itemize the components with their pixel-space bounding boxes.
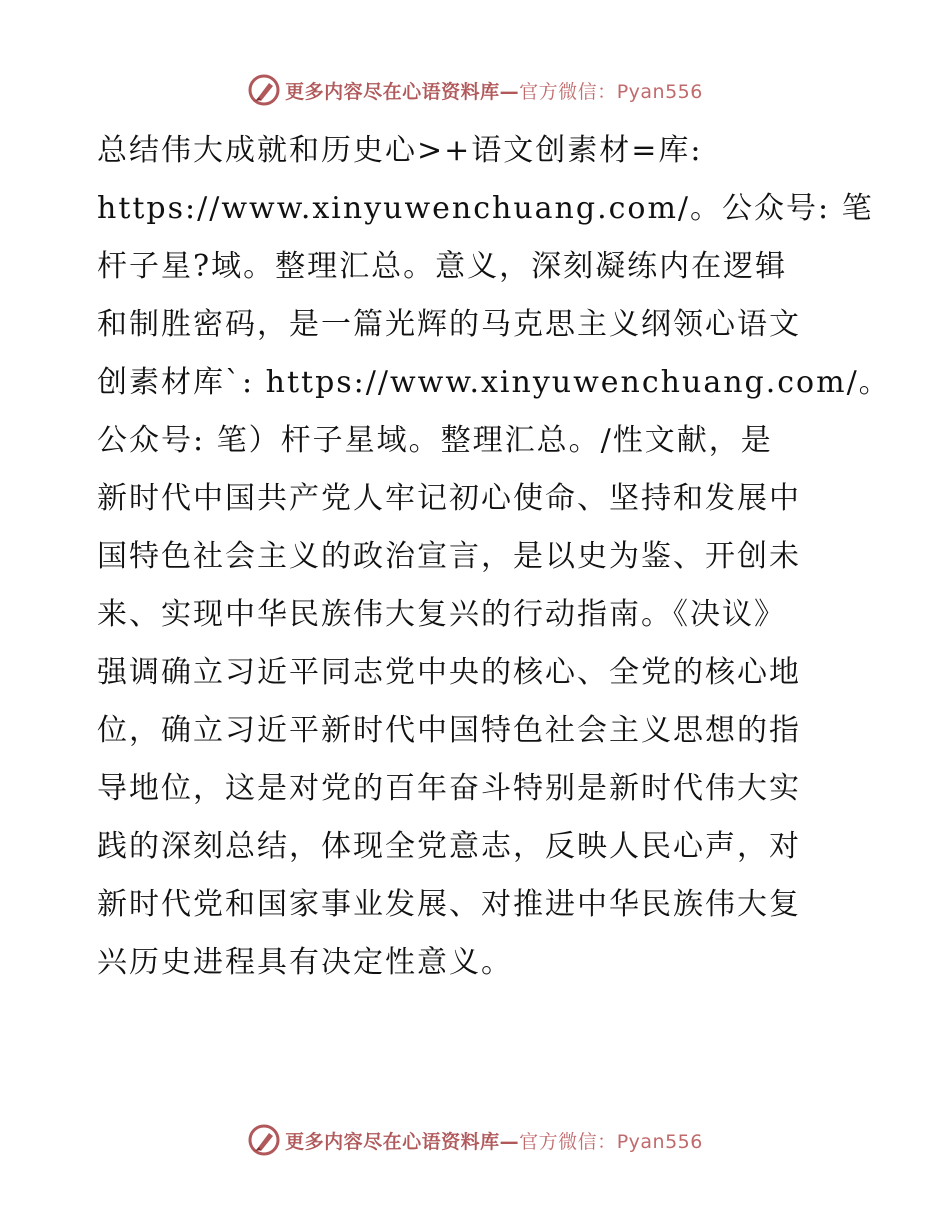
body-line: 新时代党和国家事业发展、对推进中华民族伟大复 bbox=[97, 887, 801, 922]
body-line: 导地位，这是对党的百年奋斗特别是新时代伟大实 bbox=[97, 771, 801, 806]
body-line: 新时代中国共产党人牢记初心使命、坚持和发展中 bbox=[97, 481, 801, 516]
body-line: 强调确立习近平同志党中央的核心、全党的核心地 bbox=[97, 655, 801, 690]
body-line: 和制胜密码，是一篇光辉的马克思主义纲领心语文 bbox=[97, 307, 801, 342]
document-body bbox=[97, 122, 891, 992]
footer-promo-text: 更多内容尽在心语资料库 bbox=[285, 1130, 500, 1153]
body-line: https://www.xinyuwenchuang.com/。公众号: 笔 bbox=[97, 191, 874, 226]
footer-banner bbox=[285, 1127, 703, 1154]
body-line: 公众号: 笔）杆子星域。整理汇总。/性文献，是 bbox=[97, 423, 773, 458]
body-line: 来、实现中华民族伟大复兴的行动指南。《决议》 bbox=[97, 597, 786, 632]
body-line: 兴历史进程具有决定性意义。 bbox=[97, 945, 513, 980]
body-line: 国特色社会主义的政治宣言，是以史为鉴、开创未 bbox=[97, 539, 801, 574]
pen-nib-logo-icon bbox=[247, 73, 281, 107]
page-footer bbox=[0, 1120, 950, 1160]
header-wechat-label: 官方微信： bbox=[519, 80, 617, 103]
body-line: 总结伟大成就和历史心>+语文创素材=库: bbox=[97, 133, 703, 168]
body-line: 位，确立习近平新时代中国特色社会主义思想的指 bbox=[97, 713, 801, 748]
footer-wechat-label: 官方微信： bbox=[519, 1130, 617, 1153]
header-separator: — bbox=[499, 80, 520, 103]
footer-separator: — bbox=[499, 1130, 520, 1153]
header-banner bbox=[285, 77, 703, 104]
body-line: 践的深刻总结，体现全党意志，反映人民心声，对 bbox=[97, 829, 801, 864]
page-header bbox=[0, 70, 950, 110]
header-wechat-id: Pyan556 bbox=[616, 80, 703, 103]
header-promo-text: 更多内容尽在心语资料库 bbox=[285, 80, 500, 103]
body-line: 杆子星?域。整理汇总。意义，深刻凝练内在逻辑 bbox=[97, 249, 788, 284]
pen-nib-logo-icon bbox=[247, 1123, 281, 1157]
footer-wechat-id: Pyan556 bbox=[616, 1130, 703, 1153]
body-line: 创素材库`: https://www.xinyuwenchuang.com/。 bbox=[97, 365, 891, 400]
